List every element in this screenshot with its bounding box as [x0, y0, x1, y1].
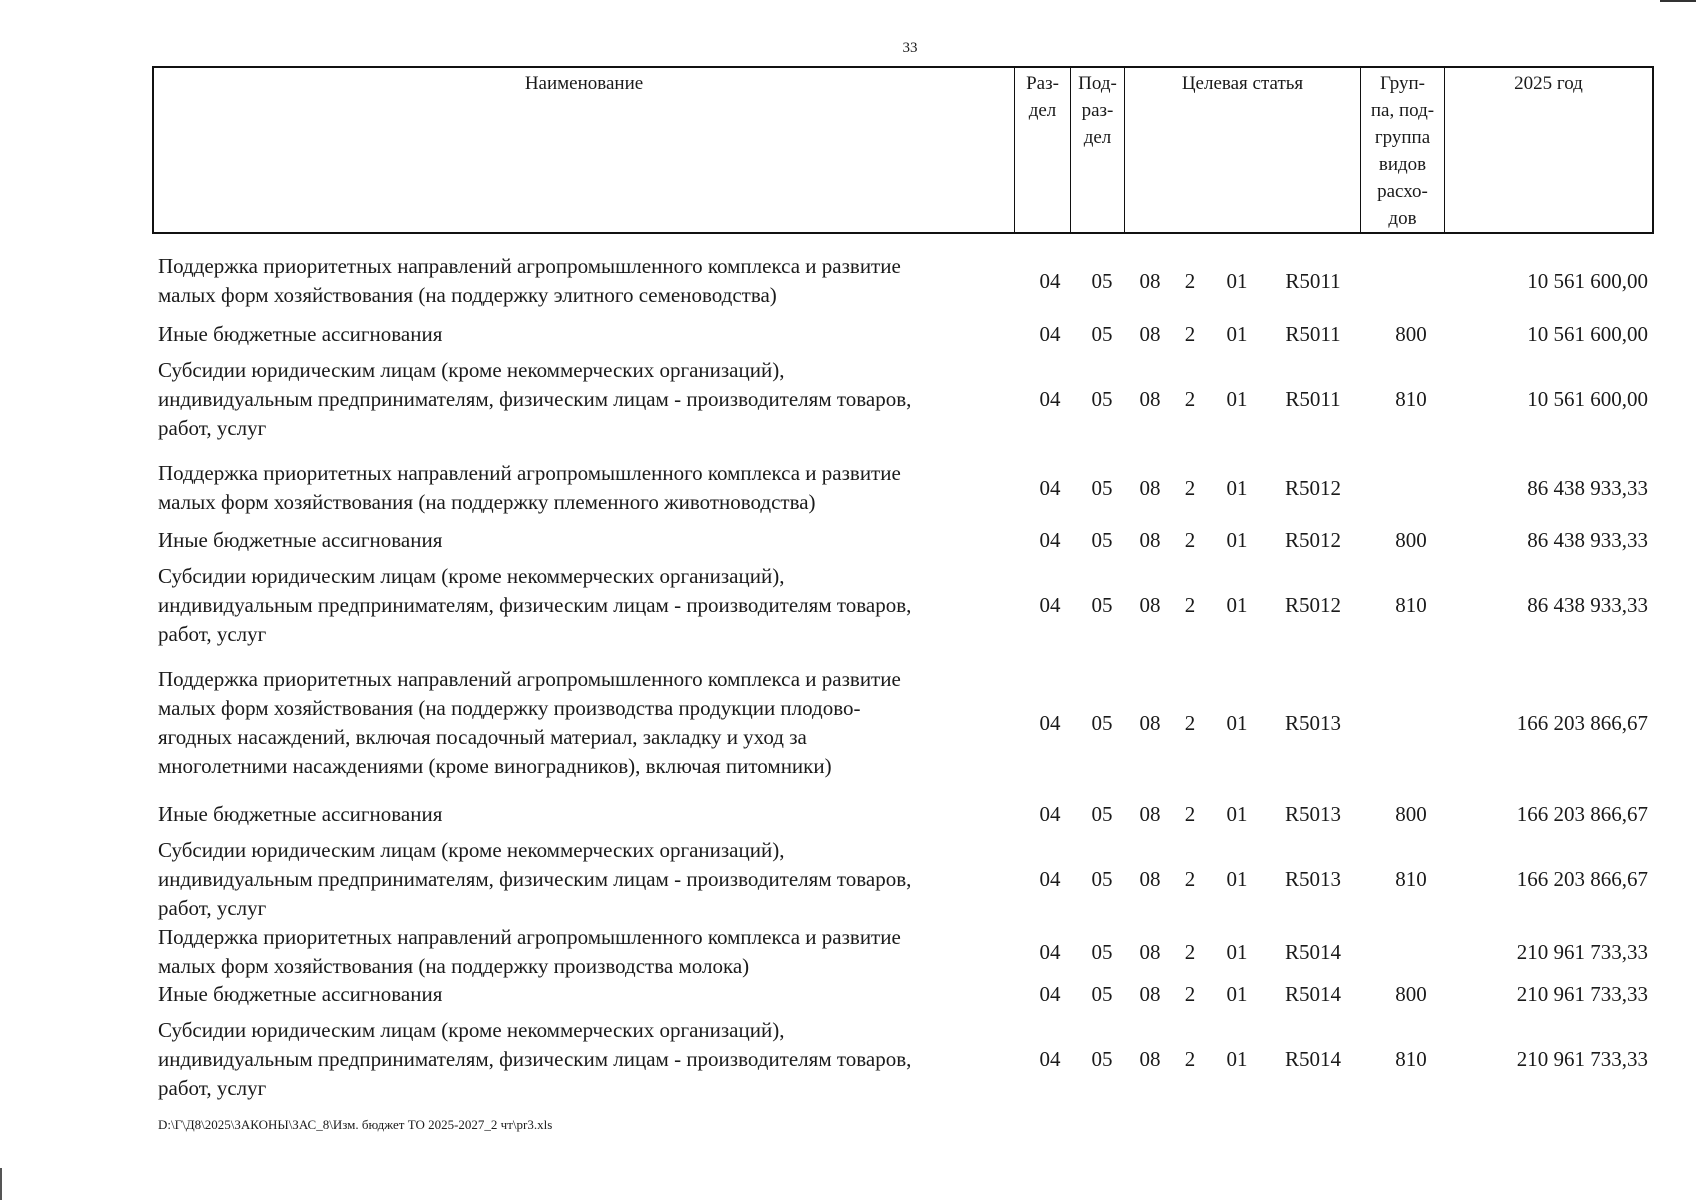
row-section: 04	[1039, 710, 1061, 735]
row-ts1: 08	[1139, 1047, 1161, 1071]
row-name: Иные бюджетные ассигнования	[158, 982, 443, 1006]
page-number: 33	[902, 40, 918, 56]
row-ts1: 08	[1139, 710, 1161, 735]
row-subsection: 05	[1091, 939, 1113, 964]
row-subsection: 05	[1091, 593, 1113, 617]
row-group: 800	[1395, 802, 1427, 826]
row-ts3: 01	[1226, 982, 1248, 1006]
row-section: 04	[1039, 1047, 1061, 1071]
row-section: 04	[1039, 475, 1061, 500]
row-ts4: R5012	[1284, 593, 1341, 617]
row-ts1: 08	[1139, 528, 1161, 552]
row-ts1: 08	[1139, 387, 1161, 411]
row-name: Поддержка приоритетных направлений агропромышленного комплекса и развитие малых форм хозяйствования (на поддержку производства продукции плодово- ягодных насаждений, включая посадочный материал, закладку и уход за многолетними насаждениями (кроме виноградников), включая питомники)	[158, 667, 901, 778]
row-amount: 166 203 866,67	[1516, 710, 1648, 735]
row-ts1: 08	[1139, 593, 1161, 617]
row-name: Субсидии юридическим лицам (кроме некоммерческих организаций), индивидуальным предпринимателям, физическим лицам - производителям товаров, работ, услуг	[158, 838, 912, 920]
row-ts3: 01	[1226, 322, 1248, 346]
row-ts1: 08	[1139, 939, 1161, 964]
row-name: Иные бюджетные ассигнования	[158, 322, 443, 346]
table-row	[0, 980, 1696, 1009]
row-section: 04	[1039, 528, 1061, 552]
row-ts2: 2	[1184, 1047, 1196, 1071]
row-ts4: R5014	[1284, 982, 1341, 1006]
row-section: 04	[1039, 322, 1061, 346]
row-name: Иные бюджетные ассигнования	[158, 802, 443, 826]
row-amount: 86 438 933,33	[1527, 593, 1648, 617]
row-ts2: 2	[1184, 710, 1196, 735]
row-group: 800	[1395, 528, 1427, 552]
row-ts2: 2	[1184, 802, 1196, 826]
row-ts2: 2	[1184, 268, 1196, 293]
row-group: 810	[1395, 1047, 1427, 1071]
row-section: 04	[1039, 982, 1061, 1006]
row-ts3: 01	[1226, 939, 1248, 964]
row-section: 04	[1039, 939, 1061, 964]
table-row	[0, 562, 1696, 649]
table-row	[0, 459, 1696, 517]
row-ts3: 01	[1226, 387, 1248, 411]
table-row	[0, 252, 1696, 310]
row-group: 810	[1395, 387, 1427, 411]
row-ts3: 01	[1226, 802, 1248, 826]
row-name: Поддержка приоритетных направлений агропромышленного комплекса и развитие малых форм хозяйствования (на поддержку элитного семеноводства)	[158, 254, 901, 307]
row-ts4: R5011	[1285, 387, 1341, 411]
table-row	[0, 800, 1696, 829]
row-ts1: 08	[1139, 322, 1161, 346]
row-subsection: 05	[1091, 710, 1113, 735]
table-row	[0, 526, 1696, 555]
row-section: 04	[1039, 268, 1061, 293]
row-amount: 210 961 733,33	[1516, 982, 1648, 1006]
row-ts2: 2	[1184, 593, 1196, 617]
row-subsection: 05	[1091, 268, 1113, 293]
row-section: 04	[1039, 867, 1061, 891]
row-ts2: 2	[1184, 982, 1196, 1006]
header-expense-group: Груп- па, под- группа видов расхо- дов	[1360, 68, 1444, 232]
row-section: 04	[1039, 387, 1061, 411]
row-section: 04	[1039, 802, 1061, 826]
row-subsection: 05	[1091, 387, 1113, 411]
row-ts4: R5012	[1284, 528, 1341, 552]
row-ts3: 01	[1226, 1047, 1248, 1071]
row-name: Поддержка приоритетных направлений агропромышленного комплекса и развитие малых форм хозяйствования (на поддержку производства молока)	[158, 925, 901, 978]
row-ts3: 01	[1226, 593, 1248, 617]
row-ts1: 08	[1139, 867, 1161, 891]
row-ts4: R5011	[1285, 268, 1341, 293]
row-ts3: 01	[1226, 710, 1248, 735]
row-group: 810	[1395, 867, 1427, 891]
row-subsection: 05	[1091, 475, 1113, 500]
row-group: 800	[1395, 982, 1427, 1006]
row-ts2: 2	[1184, 475, 1196, 500]
row-ts3: 01	[1226, 268, 1248, 293]
row-subsection: 05	[1091, 528, 1113, 552]
table-row	[0, 836, 1696, 923]
row-ts3: 01	[1226, 867, 1248, 891]
row-subsection: 05	[1091, 802, 1113, 826]
header-subsection: Под- раз- дел	[1070, 68, 1124, 232]
row-ts4: R5013	[1284, 802, 1341, 826]
row-ts4: R5013	[1284, 710, 1341, 735]
file-path: D:\Г\Д8\2025\ЗАКОНЫ\ЗАС_8\Изм. бюджет ТО 2025-2027_2 чт\pr3.xls	[158, 1117, 553, 1132]
header-name: Наименование	[524, 73, 644, 94]
row-ts2: 2	[1184, 528, 1196, 552]
row-ts1: 08	[1139, 982, 1161, 1006]
row-name: Субсидии юридическим лицам (кроме некоммерческих организаций), индивидуальным предпринимателям, физическим лицам - производителям товаров, работ, услуг	[158, 358, 912, 440]
row-amount: 86 438 933,33	[1527, 528, 1648, 552]
row-section: 04	[1039, 593, 1061, 617]
table-row	[0, 1016, 1696, 1103]
row-ts4: R5013	[1284, 867, 1341, 891]
row-ts2: 2	[1184, 387, 1196, 411]
row-ts2: 2	[1184, 322, 1196, 346]
header-year: 2025 год	[1444, 68, 1652, 232]
table-row	[0, 320, 1696, 349]
row-ts4: R5014	[1284, 939, 1341, 964]
row-amount: 166 203 866,67	[1516, 867, 1648, 891]
row-amount: 86 438 933,33	[1527, 475, 1648, 500]
row-ts4: R5012	[1284, 475, 1341, 500]
header-section: Раз- дел	[1014, 68, 1070, 232]
row-ts3: 01	[1226, 475, 1248, 500]
row-amount: 166 203 866,67	[1516, 802, 1648, 826]
row-group: 800	[1395, 322, 1427, 346]
row-subsection: 05	[1091, 982, 1113, 1006]
row-ts2: 2	[1184, 867, 1196, 891]
row-name: Субсидии юридическим лицам (кроме некоммерческих организаций), индивидуальным предпринимателям, физическим лицам - производителям товаров, работ, услуг	[158, 564, 912, 646]
header-target-article: Целевая статья	[1124, 68, 1360, 232]
row-name: Субсидии юридическим лицам (кроме некоммерческих организаций), индивидуальным предпринимателям, физическим лицам - производителям товаров, работ, услуг	[158, 1018, 912, 1100]
table-row	[0, 923, 1696, 981]
row-subsection: 05	[1091, 322, 1113, 346]
table-row	[0, 356, 1696, 443]
row-name: Поддержка приоритетных направлений агропромышленного комплекса и развитие малых форм хозяйствования (на поддержку племенного животноводства)	[158, 461, 901, 514]
row-subsection: 05	[1091, 1047, 1113, 1071]
row-subsection: 05	[1091, 867, 1113, 891]
row-ts2: 2	[1184, 939, 1196, 964]
row-ts1: 08	[1139, 802, 1161, 826]
row-amount: 210 961 733,33	[1516, 1047, 1648, 1071]
row-ts4: R5014	[1284, 1047, 1341, 1071]
row-amount: 10 561 600,00	[1527, 387, 1648, 411]
row-amount: 10 561 600,00	[1527, 322, 1648, 346]
row-ts4: R5011	[1285, 322, 1341, 346]
row-ts1: 08	[1139, 475, 1161, 500]
row-group: 810	[1395, 593, 1427, 617]
table-row	[0, 665, 1696, 781]
row-amount: 10 561 600,00	[1527, 268, 1648, 293]
row-ts3: 01	[1226, 528, 1248, 552]
row-amount: 210 961 733,33	[1516, 939, 1648, 964]
row-ts1: 08	[1139, 268, 1161, 293]
row-name: Иные бюджетные ассигнования	[158, 528, 443, 552]
